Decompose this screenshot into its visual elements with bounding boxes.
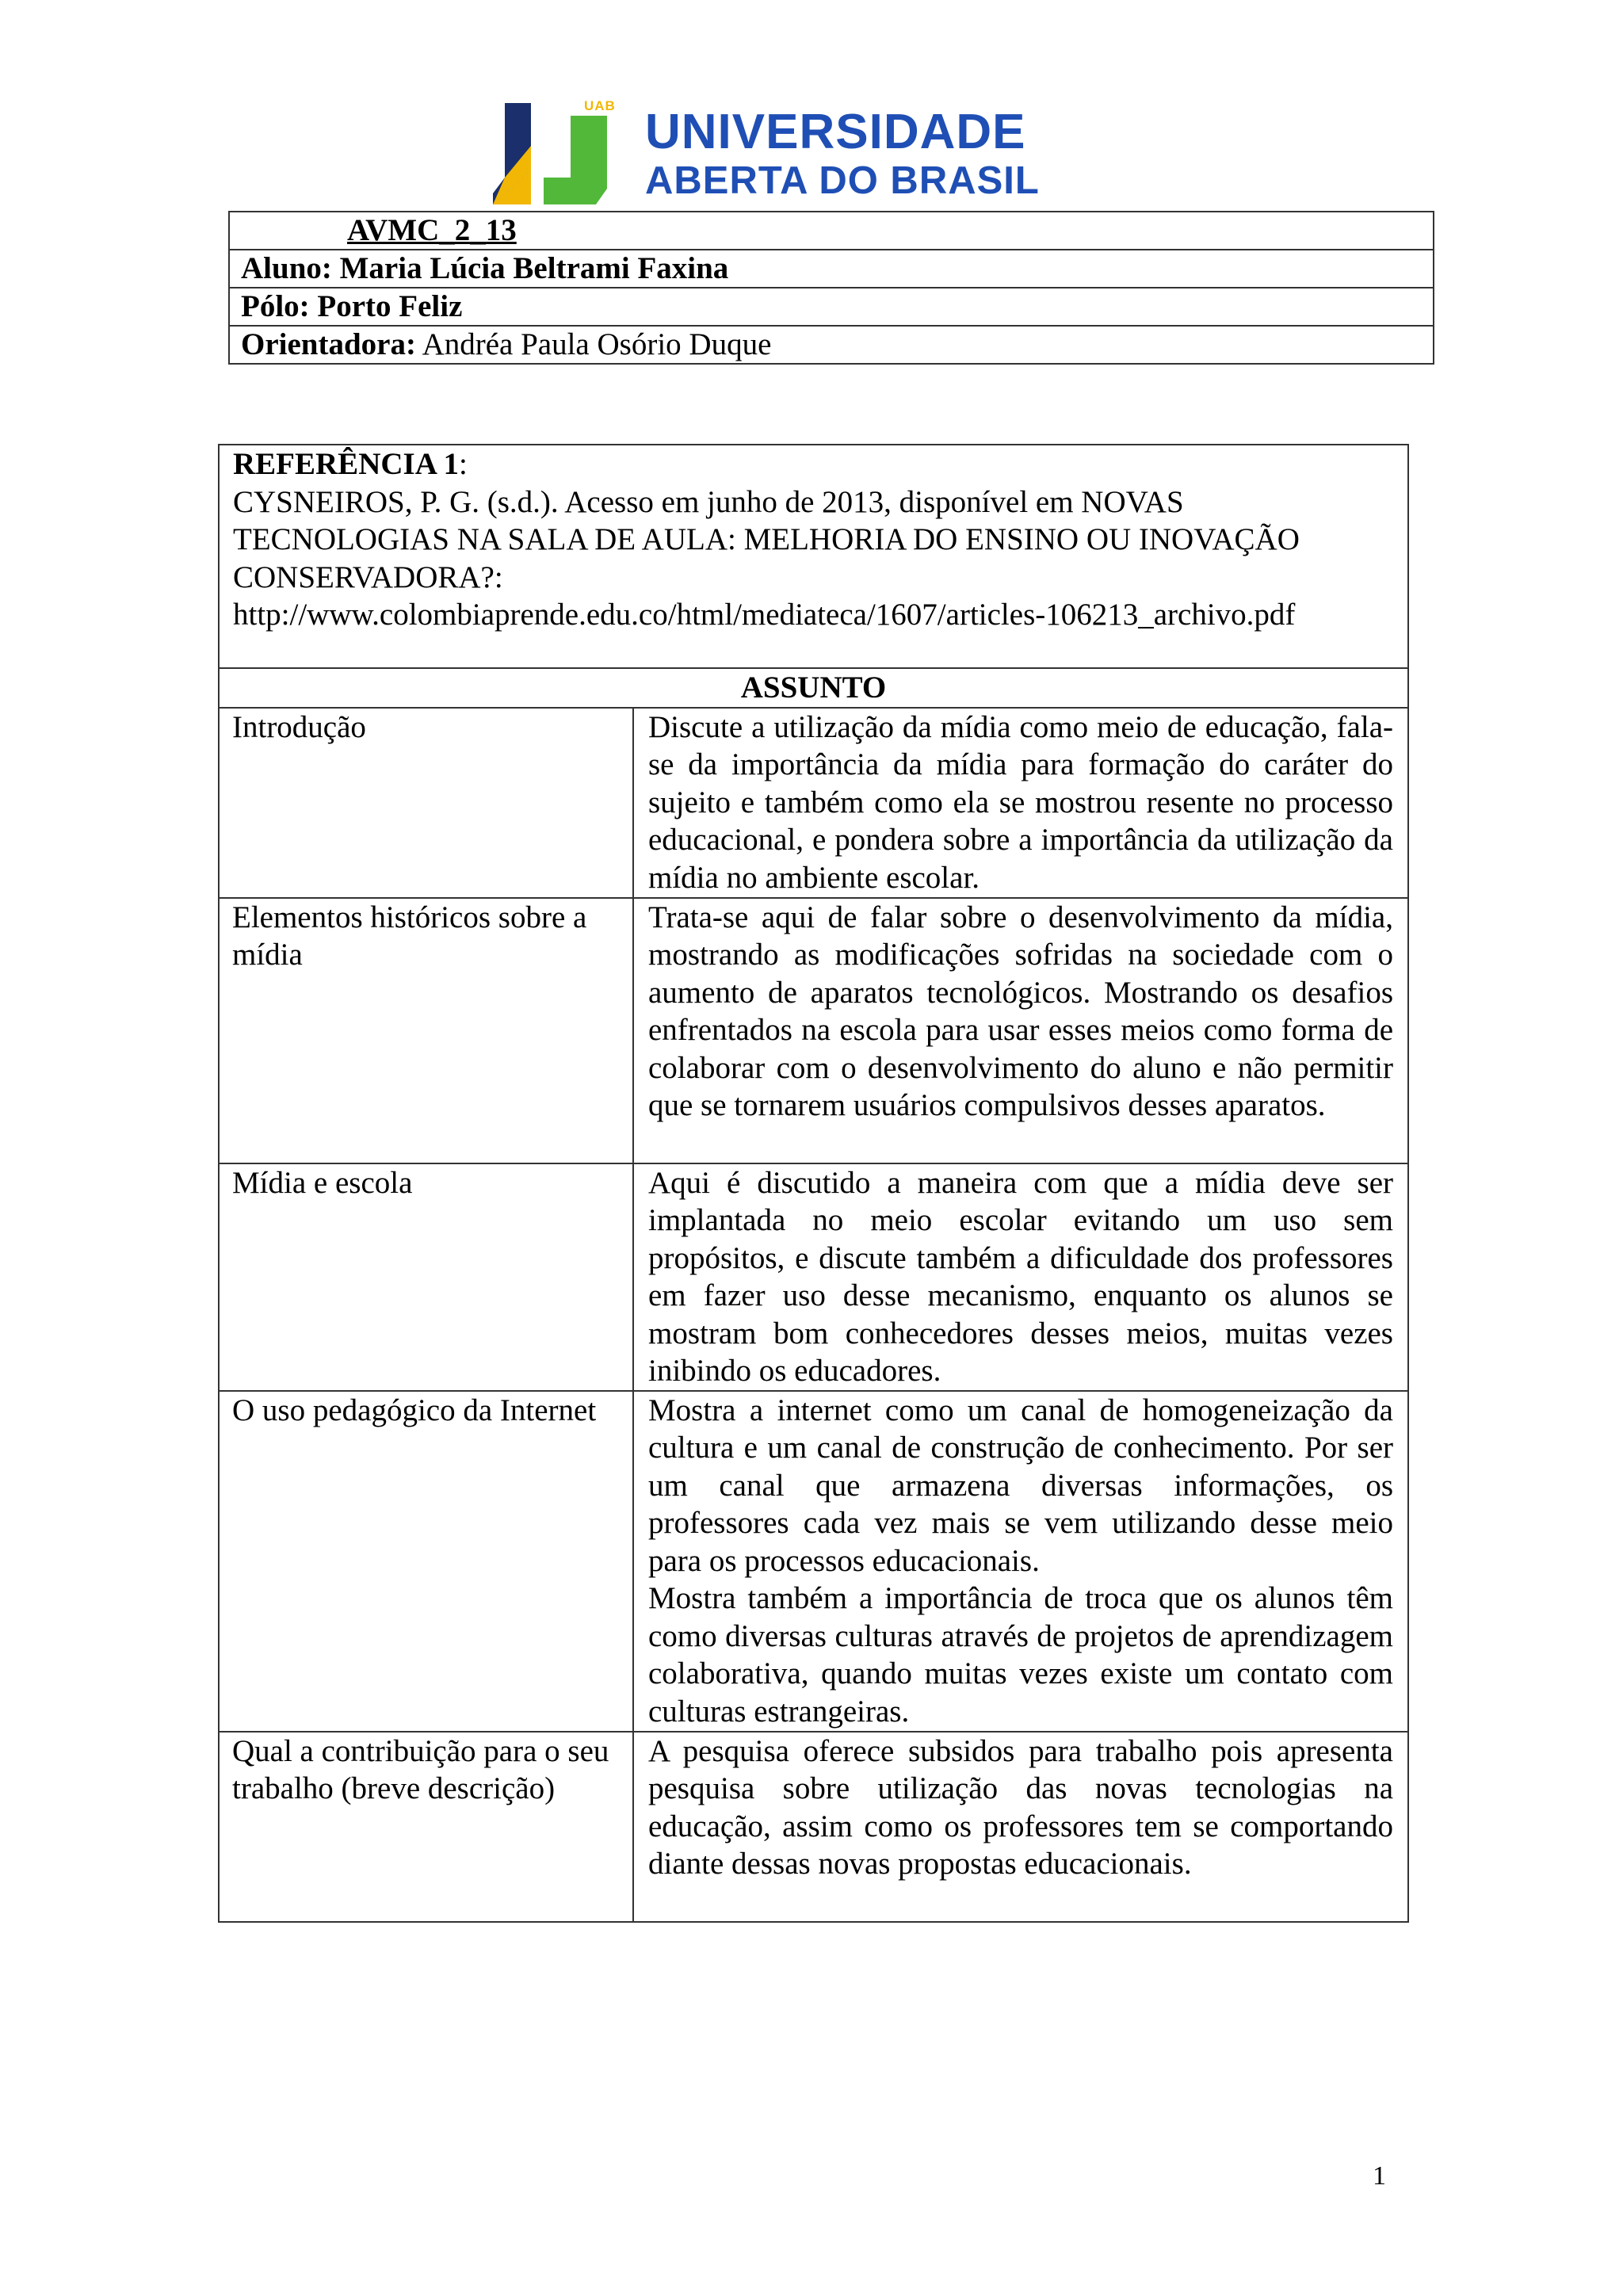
reference-line: CYSNEIROS, P. G. (s.d.). Acesso em junho de 2013, disponível em NOVAS: [233, 484, 1184, 519]
table-row: [219, 1732, 1408, 1922]
row-text: Mostra a internet como um canal de homogeneização da cultura e um canal de construção de conhecimento. Por ser um canal que armazena diversas informações, os professores cada vez mais se vem utilizando desse meio para os processos educacionais. Mostra também a importância de troca que os alunos têm como diversas culturas através de projetos de aprendizagem colaborativa, quando muitas vezes existe um contato com culturas estrangeiras.: [633, 1391, 1408, 1732]
table-row: [219, 1391, 1408, 1732]
row-label: Mídia e escola: [219, 1163, 633, 1391]
row-text: A pesquisa oferece subsidos para trabalho pois apresenta pesquisa sobre utilização das novas tecnologias na educação, assim como os professores tem se comportando diante dessas novas propostas educacionais.: [633, 1732, 1408, 1922]
logo-line-2: ABERTA DO BRASIL: [645, 159, 1040, 202]
student-name: Aluno: Maria Lúcia Beltrami Faxina: [229, 250, 1434, 288]
table-row: [219, 1163, 1408, 1391]
row-label: Elementos históricos sobre a mídia: [219, 898, 633, 1163]
row-label: O uso pedagógico da Internet: [219, 1391, 633, 1732]
subject-heading: ASSUNTO: [219, 668, 1408, 708]
table-row: [219, 898, 1408, 1163]
row-text: Discute a utilização da mídia como meio de educação, fala-se da importância da mídia para formação do caráter do sujeito e também como ela se mostrou resente no processo educacional, e pondera sobre a importância da utilização da mídia no ambiente escolar.: [633, 708, 1408, 898]
reference-url: http://www.colombiaprende.edu.co/html/mediateca/1607/articles-106213_archivo.pdf: [233, 598, 1296, 632]
page-number: 1: [1373, 2161, 1386, 2191]
reference-line: CONSERVADORA?:: [233, 560, 503, 594]
advisor-cell: [229, 326, 1434, 364]
assignment-code: AVMC_2_13: [347, 213, 517, 247]
logo-badge: UAB: [584, 98, 616, 113]
info-table: [228, 211, 1434, 365]
reference-title: REFERÊNCIA 1: [233, 447, 459, 481]
row-label: Introdução: [219, 708, 633, 898]
reference-cell: REFERÊNCIA 1: CYSNEIROS, P. G. (s.d.). Acesso em junho de 2013, disponível em NOVAS TECNOLOGIAS NA SALA DE AULA: MELHORIA DO ENSINO OU INOVAÇÃO CONSERVADORA?: http://www.colombiaprende.edu.co/html/mediateca/1607/articles-106213_archivo.pdf: [219, 445, 1408, 668]
info-code-cell: [229, 212, 1434, 250]
pole-name: Pólo: Porto Feliz: [229, 288, 1434, 326]
university-logo: [493, 98, 1079, 206]
row-text: Trata-se aqui de falar sobre o desenvolvimento da mídia, mostrando as modificações sofridas na sociedade com o aumento de aparatos tecnológicos. Mostrando os desafios enfrentados na escola para usar esses meios como forma de colaborar com o desenvolvimento do aluno e não permitir que se tornarem usuários compulsivos desses aparatos.: [633, 898, 1408, 1163]
advisor-name: Andréa Paula Osório Duque: [415, 327, 772, 361]
logo-line-1: UNIVERSIDADE: [645, 105, 1026, 159]
uab-logo-mark-icon: [493, 98, 643, 206]
reference-table: [218, 444, 1409, 1923]
table-row: [219, 708, 1408, 898]
advisor-label: Orientadora:: [241, 327, 416, 361]
row-label: Qual a contribuição para o seu trabalho (breve descrição): [219, 1732, 633, 1922]
row-text: Aqui é discutido a maneira com que a mídia deve ser implantada no meio escolar evitando um uso sem propósitos, e discute também a dificuldade dos professores em fazer uso desse mecanismo, enquanto os alunos se mostram bom conhecedores desses meios, muitas vezes inibindo os educadores.: [633, 1163, 1408, 1391]
reference-line: TECNOLOGIAS NA SALA DE AULA: MELHORIA DO ENSINO OU INOVAÇÃO: [233, 522, 1300, 556]
